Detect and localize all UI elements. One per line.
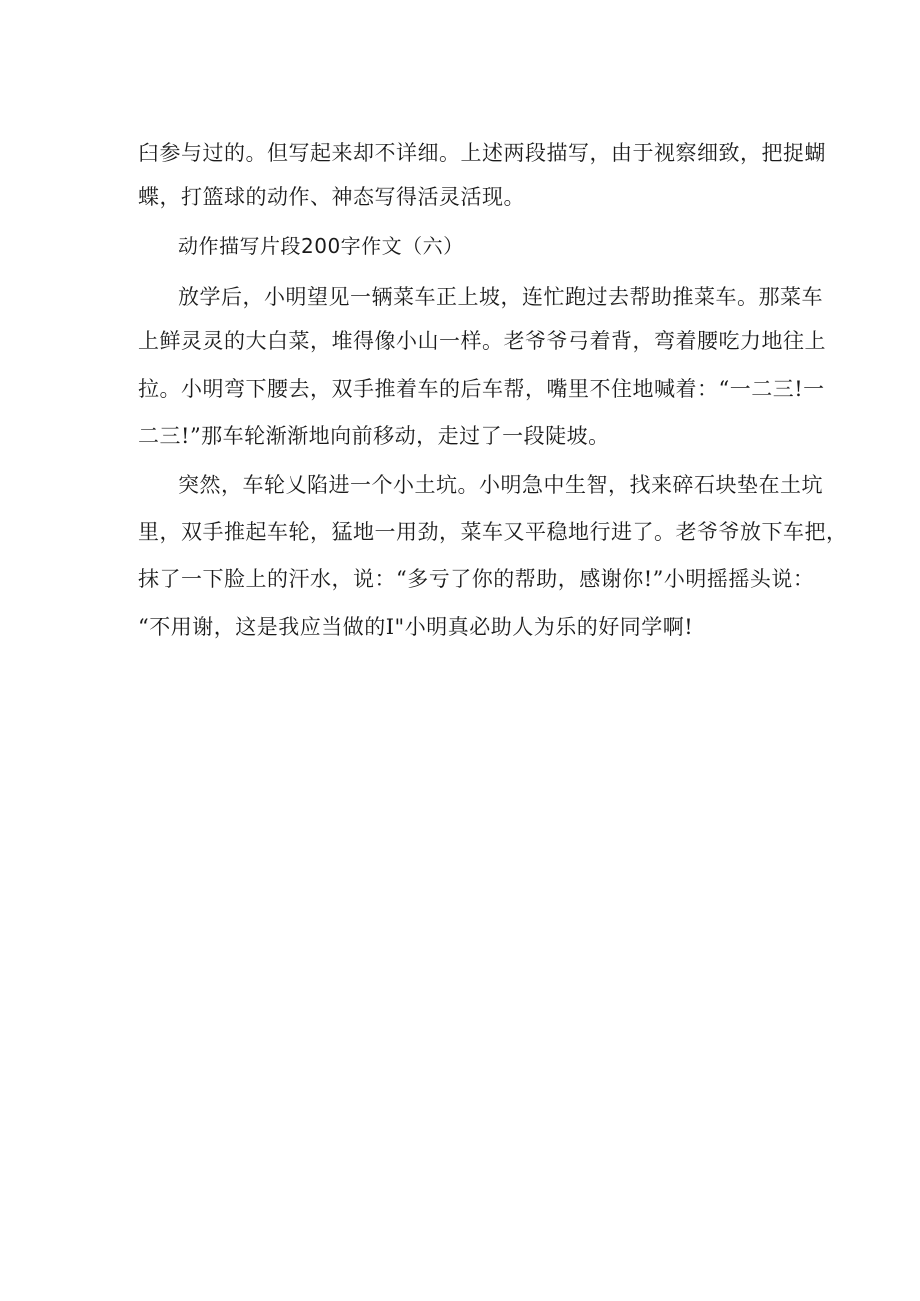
paragraph-line: 放学后，小明望见一辆菜车正上坡，连忙跑过去帮助推菜车。那菜车 [178,285,823,309]
paragraph-line: 突然，车轮乂陷进一个小土坑。小明急中生智，找来碎石块垫在土坑 [178,473,823,497]
paragraph-line: 二三!”那车轮渐渐地向前移动，走过了一段陡坡。 [138,424,610,448]
paragraph-line: 抹了一下脸上的汗水，说：“多亏了你的帮助，感谢你!”小明摇摇头说： [138,567,815,591]
paragraph-line: 蝶，打篮球的动作、神态写得活灵活现。 [138,185,525,209]
section-heading: 动作描写片段200字作文（六） [178,234,464,258]
paragraph-line: 里，双手推起车轮，猛地一用劲，菜车又平稳地行进了。老爷爷放下车把， [138,520,848,544]
paragraph-line: 上鲜灵灵的大白菜，堆得像小山一样。老爷爷弓着背，弯着腰吃力地往上 [138,329,826,353]
paragraph-line: “不用谢，这是我应当做的I"小明真必助人为乐的好同学啊! [138,615,694,639]
paragraph-line: 拉。小明弯下腰去，双手推着车的后车帮，嘴里不住地喊着：“一二三!一 [138,377,825,401]
paragraph-line: 臼参与过的。但写起来却不详细。上述两段描写，由于视察细致，把捉蝴 [138,141,826,165]
